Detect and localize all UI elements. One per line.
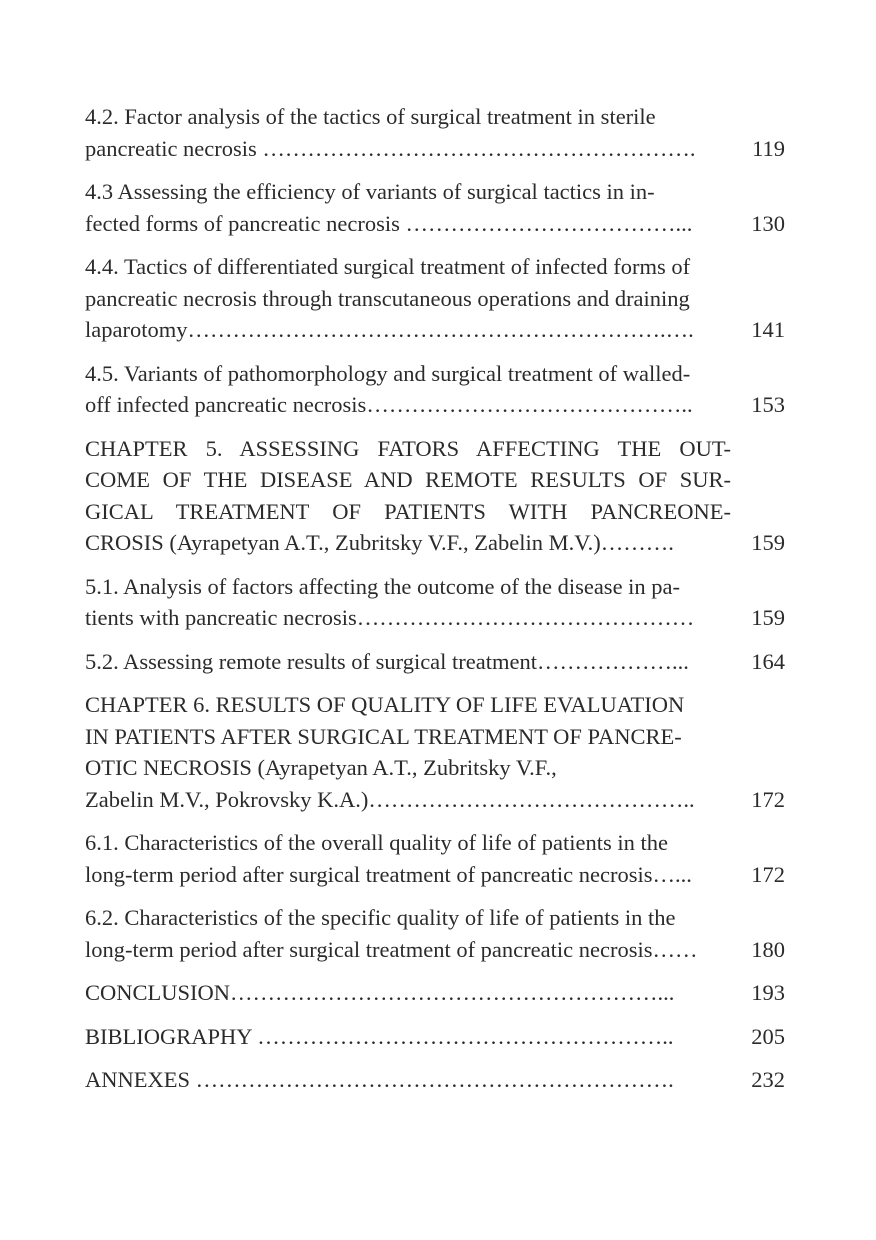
table-of-contents — [85, 101, 785, 1108]
toc-entry-line: BIBLIOGRAPHY ……………………………………………….. — [85, 1023, 674, 1049]
toc-entry-line: 6.2. Characteristics of the specific quality of life of patients in the — [85, 905, 676, 930]
toc-entry-line: IN PATIENTS AFTER SURGICAL TREATMENT OF PANCRE- — [85, 723, 682, 749]
toc-entry-chapter-6 — [85, 689, 785, 815]
toc-entry-line: 5.2. Assessing remote results of surgical treatment………………... — [85, 648, 689, 674]
toc-entry-title — [85, 646, 731, 678]
toc-page-number: 159 — [751, 530, 785, 555]
toc-entry-title — [85, 251, 731, 346]
toc-page-number: 141 — [751, 317, 785, 342]
toc-entry-title — [85, 358, 731, 421]
toc-entry-line: 6.1. Characteristics of the overall quality of life of patients in the — [85, 830, 668, 855]
toc-entry-title — [85, 977, 731, 1009]
toc-entry-conclusion — [85, 977, 785, 1009]
toc-entry-title — [85, 571, 731, 634]
toc-entry-line: 4.2. Factor analysis of the tactics of surgical treatment in sterile — [85, 104, 656, 129]
toc-entry-line: pancreatic necrosis …………………………………………………. — [85, 135, 696, 161]
toc-entry-line: 4.3 Assessing the efficiency of variants of surgical tactics in in- — [85, 179, 655, 204]
toc-entry-title — [85, 433, 731, 559]
toc-entry-chapter-5 — [85, 433, 785, 559]
toc-entry-line: COME OF THE DISEASE AND REMOTE RESULTS OF SUR- — [85, 467, 731, 492]
toc-entry-line: off infected pancreatic necrosis…………………………………….. — [85, 392, 693, 417]
toc-page-number: 119 — [752, 135, 785, 161]
toc-entry-line: CROSIS (Ayrapetyan A.T., Zubritsky V.F., Zabelin M.V.)………. — [85, 530, 674, 555]
toc-page-number: 164 — [751, 648, 785, 674]
toc-entry-line: tients with pancreatic necrosis……………………………………… — [85, 605, 695, 630]
toc-entry-line: GICAL TREATMENT OF PATIENTS WITH PANCREONE- — [85, 498, 731, 524]
toc-entry-6-2 — [85, 902, 785, 965]
toc-entry-line: ANNEXES ………………………………………………………. — [85, 1067, 674, 1092]
toc-entry-title — [85, 827, 731, 890]
toc-page-number: 153 — [751, 392, 785, 417]
toc-entry-line: laparotomy……………………………………………………….…. — [85, 317, 694, 342]
toc-entry-line: CHAPTER 5. ASSESSING FATORS AFFECTING THE OUT- — [85, 435, 731, 461]
toc-entry-title — [85, 1021, 731, 1053]
toc-entry-line: Zabelin M.V., Pokrovsky K.A.)…………………………………….. — [85, 786, 695, 812]
toc-entry-title — [85, 101, 731, 164]
toc-entry-4-2 — [85, 101, 785, 164]
toc-entry-title — [85, 1064, 731, 1096]
toc-entry-line: CONCLUSION…………………………………………………... — [85, 980, 675, 1005]
toc-entry-line: 4.4. Tactics of differentiated surgical treatment of infected forms of — [85, 254, 691, 279]
toc-entry-line: CHAPTER 6. RESULTS OF QUALITY OF LIFE EVALUATION — [85, 692, 685, 717]
toc-entry-line: long-term period after surgical treatment of pancreatic necrosis…... — [85, 861, 692, 887]
toc-entry-line: long-term period after surgical treatment of pancreatic necrosis…… — [85, 936, 698, 962]
toc-page-number: 130 — [751, 210, 785, 236]
toc-entry-line: 4.5. Variants of pathomorphology and surgical treatment of walled- — [85, 360, 691, 386]
toc-entry-5-1 — [85, 571, 785, 634]
toc-entry-title — [85, 689, 731, 815]
toc-entry-title — [85, 902, 731, 965]
toc-entry-line: pancreatic necrosis through transcutaneous operations and draining — [85, 285, 690, 311]
toc-entry-bibliography — [85, 1021, 785, 1053]
toc-entry-annexes — [85, 1064, 785, 1096]
toc-entry-4-5 — [85, 358, 785, 421]
toc-page-number: 172 — [751, 786, 785, 812]
toc-page-number: 172 — [751, 861, 785, 887]
toc-page-number: 232 — [751, 1067, 785, 1092]
toc-entry-6-1 — [85, 827, 785, 890]
toc-entry-4-4 — [85, 251, 785, 346]
toc-entry-5-2 — [85, 646, 785, 678]
toc-page-number: 205 — [751, 1023, 785, 1049]
toc-page-number: 180 — [751, 936, 785, 962]
toc-page-number: 159 — [751, 605, 785, 630]
toc-page-number: 193 — [751, 980, 785, 1005]
toc-entry-title — [85, 176, 731, 239]
toc-entry-line: OTIC NECROSIS (Ayrapetyan A.T., Zubritsky V.F., — [85, 755, 557, 780]
toc-entry-line: 5.1. Analysis of factors affecting the outcome of the disease in pa- — [85, 573, 681, 599]
toc-entry-4-3 — [85, 176, 785, 239]
toc-entry-line: fected forms of pancreatic necrosis ………………………………... — [85, 210, 693, 236]
